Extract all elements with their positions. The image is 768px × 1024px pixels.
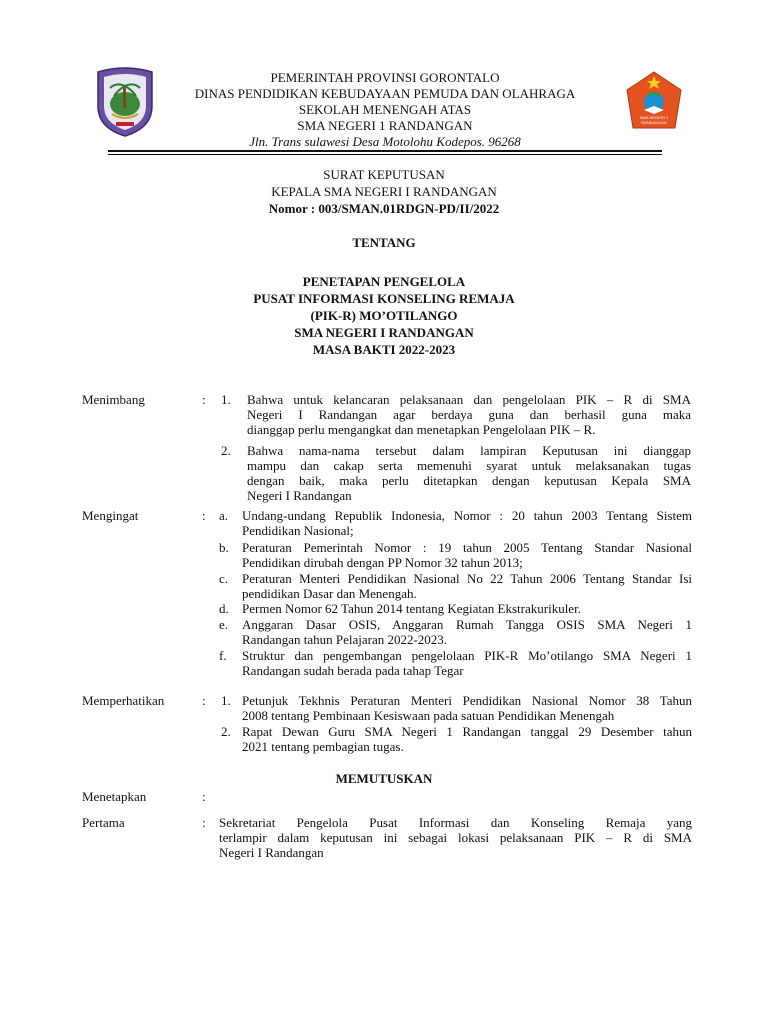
menimbang-item-number: 2.	[221, 443, 231, 458]
text-line: Peraturan Menteri Pendidikan Nasional No 22 Tahun 2006 Tentang Standar Isi	[242, 571, 692, 586]
mengingat-item-e	[242, 617, 692, 647]
mengingat-colon: :	[202, 508, 206, 523]
decree-title	[0, 166, 768, 217]
memperhatikan-colon: :	[202, 693, 206, 708]
menetapkan-label: Menetapkan	[82, 789, 147, 804]
subject-line-2: PUSAT INFORMASI KONSELING REMAJA	[253, 291, 515, 306]
memperhatikan-label: Memperhatikan	[82, 693, 165, 708]
menimbang-item-2	[247, 443, 691, 503]
mengingat-item-letter: e.	[219, 617, 229, 632]
letterhead-agency: DINAS PENDIDIKAN KEBUDAYAAN PEMUDA DAN OLAHRAGA	[194, 86, 576, 101]
mengingat-item-b	[242, 540, 692, 570]
menimbang-item-number: 1.	[221, 392, 231, 407]
school-logo-caption: SMA NEGERI 1 RANDANGAN	[639, 115, 669, 125]
text-line: Sekretariat Pengelola Pusat Informasi dan Konseling Remaja yang	[219, 815, 692, 830]
tentang-heading: TENTANG	[352, 235, 416, 250]
text-line: 2021 tentang pembagian tugas.	[242, 739, 404, 754]
menimbang-colon: :	[202, 392, 206, 407]
text-line: Randangan tahun Pelajaran 2022-2023.	[242, 632, 448, 647]
mengingat-item-letter: f.	[219, 648, 227, 663]
mengingat-item-c	[242, 571, 692, 601]
memperhatikan-item-number: 2.	[221, 724, 231, 739]
subject-line-5: MASA BAKTI 2022-2023	[312, 342, 456, 357]
mengingat-item-letter: a.	[219, 508, 229, 523]
province-emblem-logo	[92, 66, 158, 138]
text-line: Peraturan Pemerintah Nomor : 19 tahun 2005 Tentang Standar Nasional	[242, 540, 692, 555]
letterhead	[150, 70, 620, 150]
decree-type: SURAT KEPUTUSAN	[323, 167, 445, 182]
letterhead-rule-thin	[108, 154, 662, 155]
text-line: Negeri I Randangan	[247, 488, 352, 503]
memperhatikan-item-2	[242, 724, 692, 754]
pertama-label: Pertama	[82, 815, 125, 830]
text-line: Randangan sudah berada pada tahap Tegar	[242, 663, 464, 678]
text-line: Rapat Dewan Guru SMA Negeri 1 Randangan tanggal 29 Desember tahun	[242, 724, 692, 739]
text-line: Anggaran Dasar OSIS, Anggaran Rumah Tangga OSIS SMA Negeri 1	[242, 617, 692, 632]
text-line: pendidikan Dasar dan Menengah.	[242, 586, 417, 601]
text-line: dengan baik, maka perlu ditetapkan dengan keputusan Kepala SMA	[247, 473, 691, 488]
subject-line-1: PENETAPAN PENGELOLA	[302, 274, 466, 289]
pertama-colon: :	[202, 815, 206, 830]
mengingat-item-f	[242, 648, 692, 678]
mengingat-item-letter: c.	[219, 571, 229, 586]
letterhead-school-name: SMA NEGERI 1 RANDANGAN	[297, 118, 473, 133]
decree-subject	[0, 273, 768, 358]
mengingat-item-letter: b.	[219, 540, 229, 555]
pertama-text	[219, 815, 692, 860]
menimbang-label: Menimbang	[82, 392, 145, 407]
mengingat-item-d	[242, 601, 692, 616]
decree-number: Nomor : 003/SMAN.01RDGN-PD/II/2022	[268, 201, 500, 216]
school-emblem-logo	[624, 70, 684, 140]
menimbang-item-1	[247, 392, 691, 437]
letterhead-rule-thick	[108, 150, 662, 152]
mengingat-item-a	[242, 508, 692, 538]
text-line: Permen Nomor 62 Tahun 2014 tentang Kegiatan Ekstrakurikuler.	[242, 601, 581, 616]
text-line: Negeri I Randangan agar berdaya guna dan berhasil guna maka	[247, 407, 691, 422]
text-line: dianggap perlu mengangkat dan menetapkan Pengelolaan PIK – R.	[247, 422, 596, 437]
letterhead-school-level: SEKOLAH MENENGAH ATAS	[298, 102, 472, 117]
mengingat-label: Mengingat	[82, 508, 139, 523]
memperhatikan-item-number: 1.	[221, 693, 231, 708]
menetapkan-colon: :	[202, 789, 206, 804]
subject-line-4: SMA NEGERI I RANDANGAN	[294, 325, 474, 340]
text-line: Negeri I Randangan	[219, 845, 324, 860]
memperhatikan-item-1	[242, 693, 692, 723]
memutuskan-heading: MEMUTUSKAN	[335, 771, 433, 786]
mengingat-item-letter: d.	[219, 601, 229, 616]
text-line: Pendidikan dirubah dengan PP Nomor 32 tahun 2013;	[242, 555, 523, 570]
text-line: Bahwa untuk kelancaran pelaksanaan dan pengelolaan PIK – R di SMA	[247, 392, 691, 407]
text-line: mampu dan cakap serta memenuhi syarat untuk melaksanakan tugas	[247, 458, 691, 473]
text-line: Bahwa nama-nama tersebut dalam lampiran Keputusan ini dianggap	[247, 443, 691, 458]
letterhead-address: Jln. Trans sulawesi Desa Motolohu Kodepos. 96268	[249, 134, 521, 149]
subject-line-3: (PIK-R) MO’OTILANGO	[310, 308, 458, 323]
text-line: Petunjuk Tekhnis Peraturan Menteri Pendidikan Nasional Nomor 38 Tahun	[242, 693, 692, 708]
text-line: 2008 tentang Pembinaan Kesiswaan pada satuan Pendidikan Menengah	[242, 708, 615, 723]
text-line: Undang-undang Republik Indonesia, Nomor : 20 tahun 2003 Tentang Sistem	[242, 508, 692, 523]
text-line: Struktur dan pengembangan pengelolaan PIK-R Mo’otilango SMA Negeri 1	[242, 648, 692, 663]
text-line: Pendidikan Nasional;	[242, 523, 354, 538]
text-line: terlampir dalam keputusan ini sebagai lokasi pelaksanaan PIK – R di SMA	[219, 830, 692, 845]
letterhead-government: PEMERINTAH PROVINSI GORONTALO	[270, 70, 500, 85]
decree-issuer: KEPALA SMA NEGERI I RANDANGAN	[271, 184, 497, 199]
